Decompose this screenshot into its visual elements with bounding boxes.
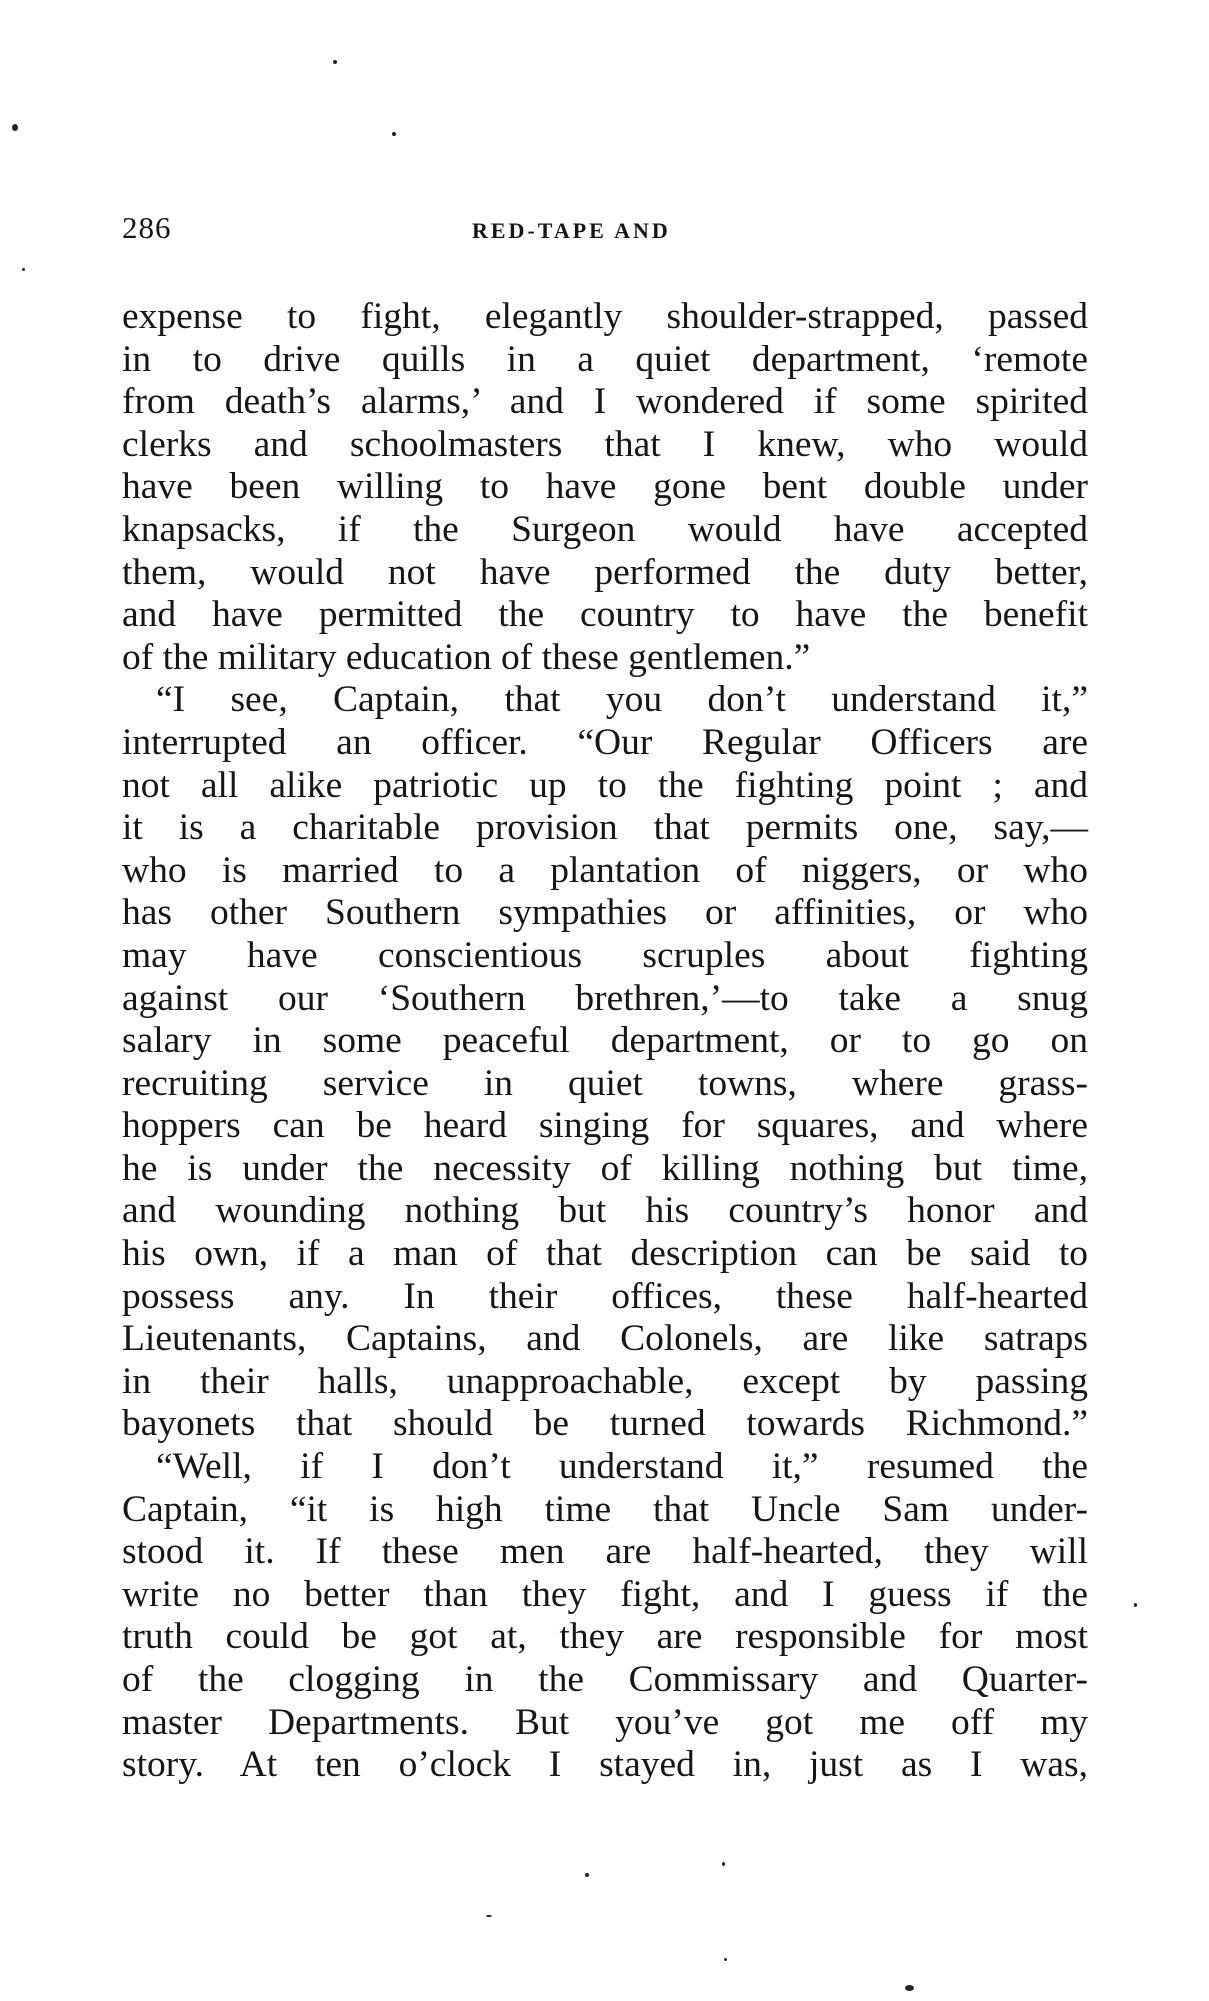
text-line: in to drive quills in a quiet department, ‘remote	[122, 338, 1088, 380]
text-line: from death’s alarms,’ and I wondered if some spirited	[122, 381, 1088, 423]
text-line: salary in some peaceful department, or to go on	[122, 1020, 1088, 1062]
text-line: not all alike patriotic up to the fighting point ; and	[122, 764, 1088, 806]
text-line: Captain, “it is high time that Uncle Sam under-	[122, 1488, 1088, 1530]
text-line: write no better than they fight, and I guess if the	[122, 1573, 1088, 1615]
text-line: it is a charitable provision that permits one, say,—	[122, 807, 1088, 849]
text-line: and wounding nothing but his country’s honor and	[122, 1190, 1088, 1232]
text-line: in their halls, unapproachable, except by passing	[122, 1360, 1088, 1402]
scan-speck	[585, 1873, 589, 1877]
text-line: truth could be got at, they are responsible for most	[122, 1616, 1088, 1658]
scan-speck	[486, 1915, 492, 1917]
text-line: interrupted an officer. “Our Regular Officers are	[122, 721, 1088, 763]
text-line: and have permitted the country to have the benefit	[122, 594, 1088, 636]
text-line: has other Southern sympathies or affinities, or who	[122, 892, 1088, 934]
text-line: hoppers can be heard singing for squares, and where	[122, 1105, 1088, 1147]
text-line: have been willing to have gone bent double under	[122, 466, 1088, 508]
scan-speck	[22, 268, 25, 271]
scan-speck	[12, 124, 18, 131]
text-line: master Departments. But you’ve got me off my	[122, 1701, 1088, 1743]
page-header	[122, 210, 1092, 250]
text-line: may have conscientious scruples about fighting	[122, 934, 1088, 976]
text-line: expense to fight, elegantly shoulder-strapped, passed	[122, 296, 1088, 337]
text-line: Lieutenants, Captains, and Colonels, are like satraps	[122, 1318, 1088, 1360]
text-line: clerks and schoolmasters that I knew, who would	[122, 423, 1088, 465]
text-line: bayonets that should be turned towards Richmond.”	[122, 1403, 1088, 1445]
scan-speck	[1134, 1603, 1137, 1607]
text-line: knapsacks, if the Surgeon would have accepted	[122, 508, 1088, 550]
scan-speck	[724, 1958, 727, 1961]
scan-speck	[333, 60, 337, 64]
text-line: his own, if a man of that description can be said to	[122, 1233, 1088, 1275]
text-line: stood it. If these men are half-hearted, they will	[122, 1531, 1088, 1573]
text-line: of the clogging in the Commissary and Quarter-	[122, 1659, 1088, 1700]
text-line: them, would not have performed the duty better,	[122, 551, 1088, 593]
text-line: “I see, Captain, that you don’t understand it,”	[156, 679, 1088, 721]
scan-speck	[905, 1985, 914, 1991]
text-line: who is married to a plantation of niggers, or who	[122, 849, 1088, 891]
text-line: recruiting service in quiet towns, where grass-	[122, 1062, 1088, 1104]
text-line: story. At ten o’clock I stayed in, just as I was,	[122, 1744, 1088, 1786]
scan-speck	[392, 132, 396, 136]
text-line: of the military education of these gentlemen.”	[122, 636, 811, 678]
text-line: he is under the necessity of killing nothing but time,	[122, 1147, 1088, 1189]
page-number: 286	[122, 210, 172, 245]
running-head: RED-TAPE AND	[472, 218, 671, 243]
text-line: “Well, if I don’t understand it,” resumed the	[156, 1446, 1088, 1488]
text-line: possess any. In their offices, these half-hearted	[122, 1275, 1088, 1317]
body-text	[122, 296, 1088, 1787]
scan-speck	[722, 1862, 725, 1866]
text-line: against our ‘Southern brethren,’—to take a snug	[122, 977, 1088, 1019]
